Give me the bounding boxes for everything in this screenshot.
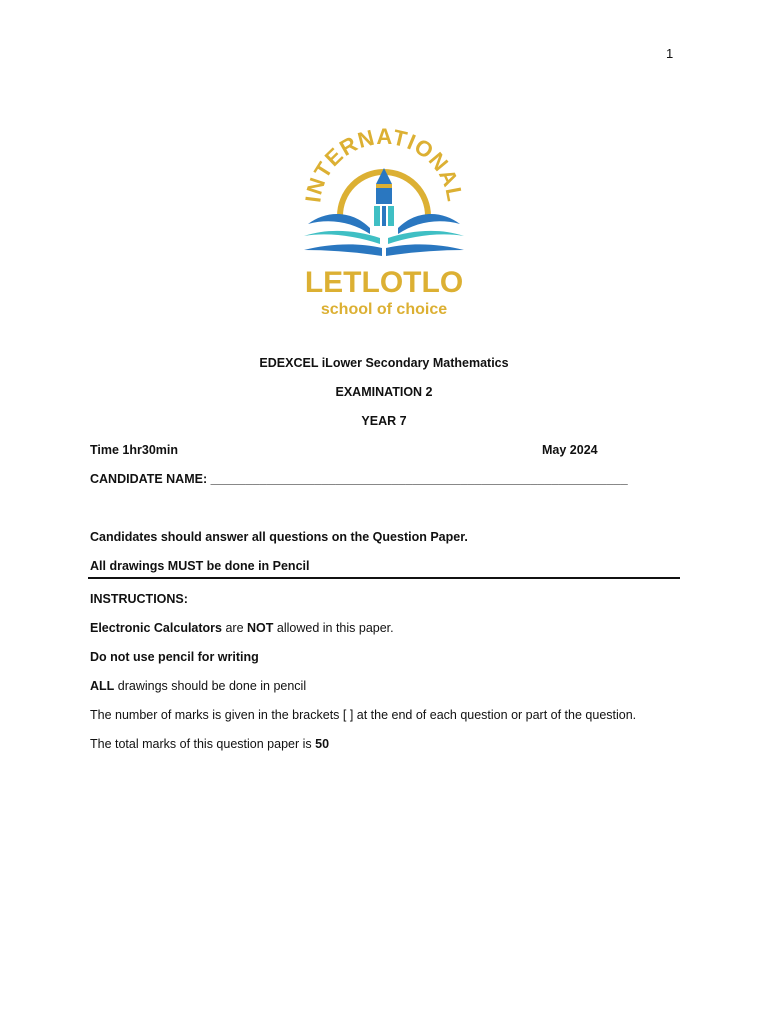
exam-duration: Time 1hr30min [90, 443, 179, 457]
school-logo [296, 120, 472, 325]
instruction-marks: The number of marks is given in the brackets [ ] at the end of each question or part of the question. [90, 708, 637, 722]
pencil-band [376, 184, 392, 188]
instruction-total-marks: The total marks of this question paper is 50 [90, 737, 330, 751]
logo-arc-text: INTERNATIONAL [300, 124, 468, 205]
instructions-heading: INSTRUCTIONS: [90, 592, 188, 606]
exam-title: EXAMINATION 2 [335, 385, 433, 399]
candidate-name-field: CANDIDATE NAME: ____________________________________________________________ [90, 472, 628, 486]
answer-note: Candidates should answer all questions on the Question Paper. [90, 530, 468, 544]
instruction-pencil-writing: Do not use pencil for writing [90, 650, 259, 664]
page-number: 1 [666, 46, 674, 61]
instruction-calculators: Electronic Calculators are NOT allowed in this paper. [90, 621, 394, 635]
logo-name: LETLOTLO [304, 266, 464, 299]
logo-tagline: school of choice [320, 301, 448, 318]
pencil-note: All drawings MUST be done in Pencil [90, 559, 310, 573]
section-divider [88, 577, 680, 579]
exam-date: May 2024 [542, 443, 598, 457]
year-title: YEAR 7 [361, 414, 407, 428]
instruction-drawings: ALL drawings should be done in pencil [90, 679, 307, 693]
subject-title: EDEXCEL iLower Secondary Mathematics [259, 356, 509, 370]
pencil-body [376, 188, 392, 204]
